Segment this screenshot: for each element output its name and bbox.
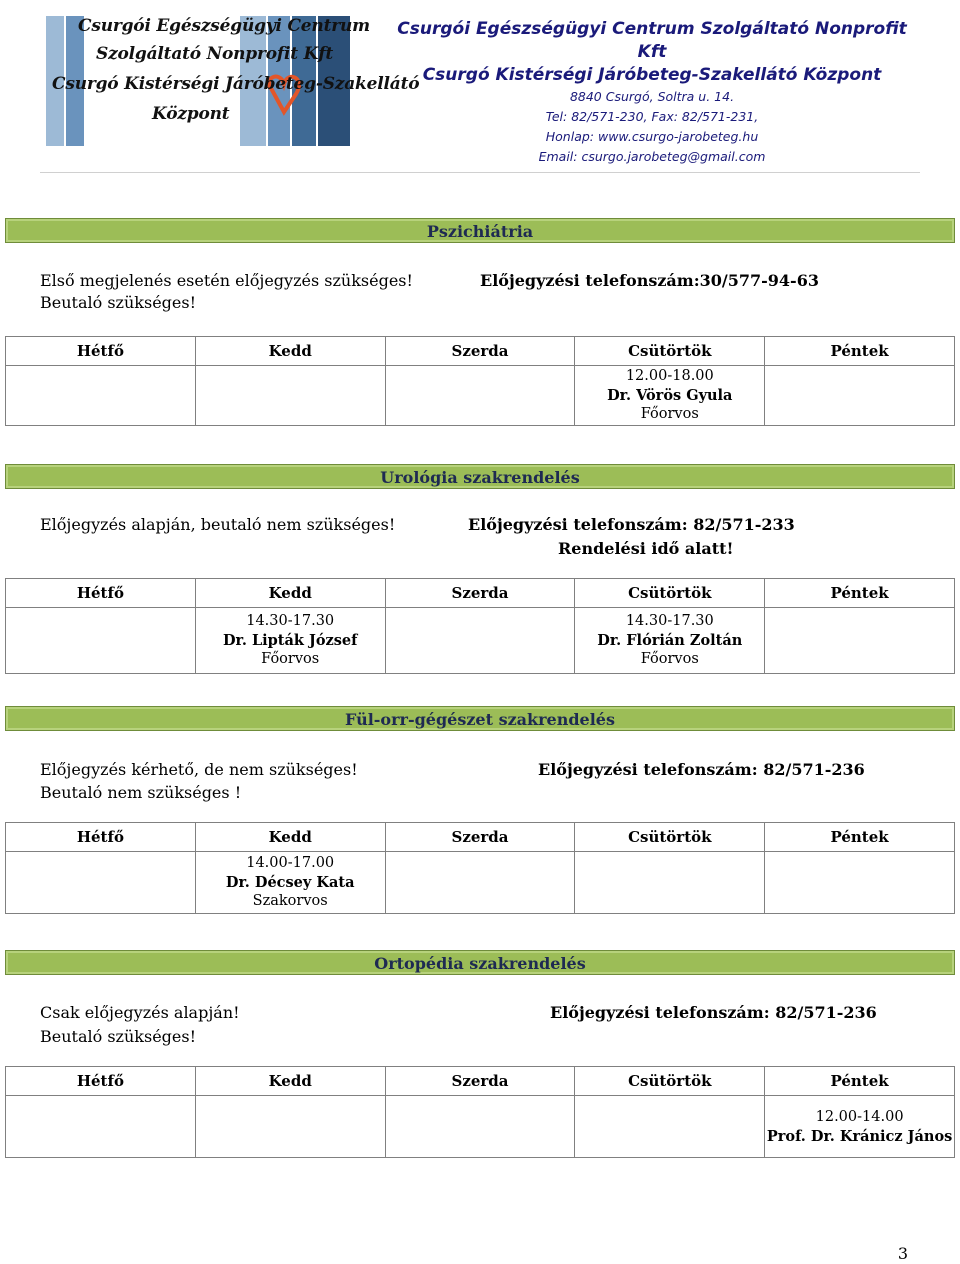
note-phone: Előjegyzési telefonszám: 82/571-233	[468, 515, 795, 534]
section-title-pszichiatria: Pszichiátria	[5, 218, 955, 243]
day-header: Kedd	[195, 823, 385, 852]
org-name: Csurgói Egészségügyi Centrum Szolgáltató Nonprofit Kft	[397, 19, 907, 62]
schedule-cell	[6, 852, 196, 914]
time: 12.00-14.00	[815, 1108, 904, 1125]
day-header: Csütörtök	[575, 1067, 765, 1096]
day-header: Kedd	[195, 337, 385, 366]
day-header: Hétfő	[6, 823, 196, 852]
time: 12.00-18.00	[625, 368, 714, 384]
day-header: Szerda	[385, 823, 575, 852]
header-divider	[40, 172, 920, 173]
schedule-cell	[6, 608, 196, 674]
schedule-cell	[765, 1096, 955, 1158]
day-header: Péntek	[765, 1067, 955, 1096]
note-referral: Beutaló szükséges!	[40, 293, 197, 312]
note-referral: Beutaló nem szükséges !	[40, 783, 242, 802]
doctor-name: Dr. Lipták József	[222, 632, 358, 649]
org-center-name: Csurgó Kistérségi Járóbeteg-Szakellátó Központ	[422, 65, 882, 85]
day-header: Csütörtök	[575, 823, 765, 852]
schedule-cell	[385, 1096, 575, 1158]
schedule-table-ortopedia	[5, 1066, 955, 1158]
page-number: 3	[897, 1244, 908, 1263]
day-header: Szerda	[385, 1067, 575, 1096]
doctor-name: Prof. Dr. Kránicz János	[766, 1127, 953, 1145]
day-header: Szerda	[385, 579, 575, 608]
schedule-cell	[765, 852, 955, 914]
day-header: Kedd	[195, 1067, 385, 1096]
org-email[interactable]: Email: csurgo.jarobeteg@gmail.com	[538, 149, 766, 164]
time: 14.30-17.30	[246, 613, 335, 629]
note-phone: Előjegyzési telefonszám: 82/571-236	[550, 1003, 877, 1022]
note-phone: Előjegyzési telefonszám:30/577-94-63	[480, 271, 819, 290]
schedule-cell	[6, 1096, 196, 1158]
time: 14.00-17.00	[246, 855, 335, 871]
logo-text-3: Csurgó Kistérségi Járóbeteg-Szakellátó	[52, 74, 420, 94]
schedule-table-urologia	[5, 578, 955, 674]
note-hours: Rendelési idő alatt!	[558, 539, 734, 558]
day-header: Kedd	[195, 579, 385, 608]
schedule-cell	[765, 366, 955, 426]
note-appointment: Előjegyzés kérhető, de nem szükséges!	[40, 760, 358, 779]
logo-text-4: Központ	[152, 104, 230, 124]
schedule-cell	[6, 366, 196, 426]
doctor-role: Főorvos	[640, 406, 699, 422]
note-appointment: Előjegyzés alapján, beutaló nem szükséges!	[40, 515, 396, 534]
org-website[interactable]: Honlap: www.csurgo-jarobeteg.hu	[545, 129, 759, 144]
schedule-cell	[385, 608, 575, 674]
doctor-name: Dr. Décsey Kata	[225, 874, 355, 891]
doctor-role: Szakorvos	[252, 893, 328, 909]
day-header: Péntek	[765, 337, 955, 366]
section-title-ful-orr-gegeszet: Fül-orr-gégészet szakrendelés	[5, 706, 955, 731]
org-address: 8840 Csurgó, Soltra u. 14.	[569, 89, 735, 104]
logo	[44, 8, 420, 146]
logo-text-1: Csurgói Egészségügyi Centrum	[78, 16, 370, 36]
doctor-name: Dr. Vörös Gyula	[607, 387, 733, 404]
schedule-cell	[195, 608, 385, 674]
schedule-cell	[575, 366, 765, 426]
note-referral: Beutaló szükséges!	[40, 1027, 197, 1046]
note-phone: Előjegyzési telefonszám: 82/571-236	[538, 760, 865, 779]
doctor-name: Dr. Flórián Zoltán	[597, 632, 743, 649]
schedule-cell	[385, 852, 575, 914]
schedule-table-pszichiatria	[5, 336, 955, 426]
schedule-table-ful-orr-gegeszet	[5, 822, 955, 914]
schedule-cell	[195, 852, 385, 914]
section-title-ortopedia: Ortopédia szakrendelés	[5, 950, 955, 975]
schedule-cell	[195, 1096, 385, 1158]
day-header: Péntek	[765, 823, 955, 852]
schedule-cell	[195, 366, 385, 426]
doctor-role: Főorvos	[640, 651, 699, 667]
day-header: Csütörtök	[575, 337, 765, 366]
day-header: Szerda	[385, 337, 575, 366]
day-header: Hétfő	[6, 1067, 196, 1096]
day-header: Hétfő	[6, 579, 196, 608]
organization-header	[392, 18, 912, 167]
schedule-cell	[385, 366, 575, 426]
schedule-cell	[575, 1096, 765, 1158]
day-header: Csütörtök	[575, 579, 765, 608]
doctor-role: Főorvos	[261, 651, 320, 667]
note-first-visit: Első megjelenés esetén előjegyzés szükséges!	[40, 271, 413, 290]
schedule-cell	[575, 852, 765, 914]
section-title-urologia: Urológia szakrendelés	[5, 464, 955, 489]
day-header: Hétfő	[6, 337, 196, 366]
schedule-cell	[765, 608, 955, 674]
logo-text-2: Szolgáltató Nonprofit Kft	[96, 44, 333, 64]
schedule-cell	[575, 608, 765, 674]
time: 14.30-17.30	[625, 613, 714, 629]
day-header: Péntek	[765, 579, 955, 608]
org-phone: Tel: 82/571-230, Fax: 82/571-231,	[545, 109, 759, 124]
note-appointment: Csak előjegyzés alapján!	[40, 1003, 240, 1022]
